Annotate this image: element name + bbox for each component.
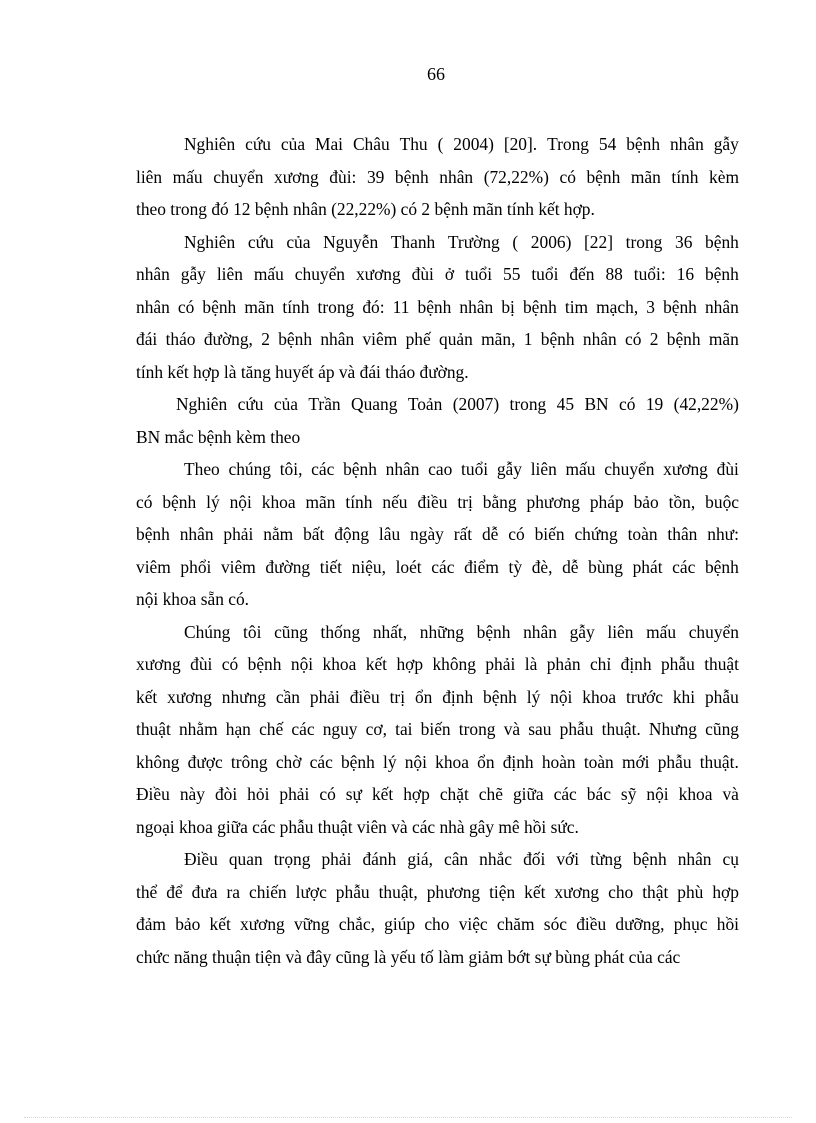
paragraph-4-line: có bệnh lý nội khoa mãn tính nếu điều trị bằng phương pháp bảo tồn, buộc	[136, 491, 739, 512]
paragraph-5-line: Chúng tôi cũng thống nhất, những bệnh nhân gẫy liên mấu chuyển	[184, 621, 739, 642]
document-body	[136, 128, 739, 973]
paragraph-3-line: BN mắc bệnh kèm theo	[136, 426, 301, 447]
paragraph-1-line: liên mấu chuyển xương đùi: 39 bệnh nhân (72,22%) có bệnh mãn tính kèm	[136, 166, 739, 187]
paragraph-4-line: Theo chúng tôi, các bệnh nhân cao tuổi gẫy liên mấu chuyển xương đùi	[184, 459, 739, 479]
page-number: 66	[427, 64, 445, 84]
paragraph-2-line: tính kết hợp là tăng huyết áp và đái tháo đường.	[136, 361, 469, 382]
paragraph-2-line: nhân gẫy liên mấu chuyển xương đùi ở tuổi 55 tuổi đến 88 tuổi: 16 bệnh	[136, 264, 739, 284]
paragraph-5-line: không được trông chờ các bệnh lý nội khoa ổn định hoàn toàn mới phẫu thuật.	[136, 751, 739, 772]
paragraph-3-line: Nghiên cứu của Trần Quang Toản (2007) trong 45 BN có 19 (42,22%)	[176, 394, 739, 414]
paragraph-5-line: thuật nhằm hạn chế các nguy cơ, tai biến trong và sau phẫu thuật. Nhưng cũng	[136, 719, 739, 739]
paragraph-4-line: bệnh nhân phải nằm bất động lâu ngày rất dễ có biến chứng toàn thân như:	[136, 524, 739, 544]
paragraph-6-line: chức năng thuận tiện và đây cũng là yếu tố làm giảm bớt sự bùng phát của các	[136, 946, 681, 967]
paragraph-4-line: nội khoa sẵn có.	[136, 589, 250, 609]
paragraph-5-line: ngoại khoa giữa các phẫu thuật viên và các nhà gây mê hồi sức.	[136, 816, 579, 837]
paragraph-2-line: nhân có bệnh mãn tính trong đó: 11 bệnh nhân bị bệnh tim mạch, 3 bệnh nhân	[136, 296, 739, 317]
paragraph-6-line: Điều quan trọng phải đánh giá, cân nhắc đối với từng bệnh nhân cụ	[184, 849, 739, 869]
paragraph-5-line: Điều này đòi hỏi phải có sự kết hợp chặt chẽ giữa các bác sỹ nội khoa và	[136, 784, 739, 804]
page-bottom-rule	[24, 1117, 792, 1118]
paragraph-6-line: thể để đưa ra chiến lược phẫu thuật, phương tiện kết xương cho thật phù hợp	[136, 881, 739, 902]
paragraph-5-line: xương đùi có bệnh nội khoa kết hợp không phải là phản chỉ định phẫu thuật	[136, 654, 739, 674]
paragraph-2-line: đái tháo đường, 2 bệnh nhân viêm phế quản mãn, 1 bệnh nhân có 2 bệnh mãn	[136, 329, 739, 349]
paragraph-2-line: Nghiên cứu của Nguyễn Thanh Trường ( 2006) [22] trong 36 bệnh	[184, 231, 739, 252]
paragraph-1-line: Nghiên cứu của Mai Châu Thu ( 2004) [20]. Trong 54 bệnh nhân gẫy	[184, 134, 739, 154]
paragraph-5-line: kết xương nhưng cần phải điều trị ổn định bệnh lý nội khoa trước khi phẫu	[136, 686, 739, 707]
paragraph-6-line: đảm bảo kết xương vững chắc, giúp cho việc chăm sóc điều dưỡng, phục hồi	[136, 914, 739, 934]
paragraph-1-line: theo trong đó 12 bệnh nhân (22,22%) có 2 bệnh mãn tính kết hợp.	[136, 199, 595, 219]
paragraph-4-line: viêm phổi viêm đường tiết niệu, loét các điểm tỳ đè, dễ bùng phát các bệnh	[136, 556, 739, 577]
